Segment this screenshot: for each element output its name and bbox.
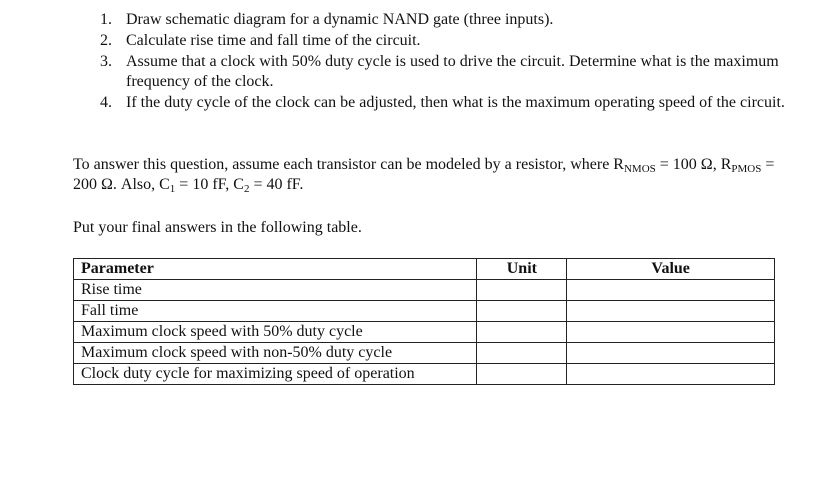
task-number: 1. <box>100 11 112 28</box>
value-cell[interactable] <box>567 301 775 322</box>
task-item <box>0 93 790 113</box>
assumption-paragraph <box>73 155 783 195</box>
c2-value: = 40 fF. <box>249 176 304 193</box>
c1-subscript: 1 <box>169 183 176 195</box>
value-cell[interactable] <box>567 280 775 301</box>
table-row <box>74 364 775 385</box>
instruction-text: Put your final answers in the following table. <box>73 219 362 236</box>
parameter-cell: Rise time <box>74 280 477 301</box>
table-row <box>74 280 775 301</box>
task-number: 4. <box>100 94 112 111</box>
parameter-cell: Fall time <box>74 301 477 322</box>
table-row <box>74 322 775 343</box>
assumption-intro: To answer this question, assume each transistor can be modeled by a resistor, where R <box>73 156 624 173</box>
answer-table <box>73 258 775 385</box>
task-item <box>0 10 790 30</box>
parameter-cell: Maximum clock speed with non-50% duty cycle <box>74 343 477 364</box>
task-text: Assume that a clock with 50% duty cycle is used to drive the circuit. Determine what is the maximum frequency of the clock. <box>126 53 779 90</box>
table-row <box>74 301 775 322</box>
header-value: Value <box>567 259 775 280</box>
table-row <box>74 343 775 364</box>
rpmos-value: = 200 Ω. Also, C <box>73 156 775 193</box>
unit-cell[interactable] <box>477 280 567 301</box>
parameter-cell: Clock duty cycle for maximizing speed of operation <box>74 364 477 385</box>
task-item <box>0 31 790 51</box>
task-item <box>0 52 790 92</box>
unit-cell[interactable] <box>477 322 567 343</box>
c1-value: = 10 fF, C <box>175 176 244 193</box>
c2-subscript: 2 <box>243 183 250 195</box>
header-unit: Unit <box>477 259 567 280</box>
value-cell[interactable] <box>567 343 775 364</box>
rnmos-subscript: NMOS <box>623 163 656 175</box>
task-list <box>0 10 790 114</box>
task-text: Calculate rise time and fall time of the circuit. <box>126 32 421 49</box>
table-header-row <box>74 259 775 280</box>
header-parameter: Parameter <box>74 259 477 280</box>
task-text: Draw schematic diagram for a dynamic NAND gate (three inputs). <box>126 11 554 28</box>
unit-cell[interactable] <box>477 364 567 385</box>
task-number: 2. <box>100 32 112 49</box>
rpmos-subscript: PMOS <box>731 163 762 175</box>
unit-cell[interactable] <box>477 343 567 364</box>
value-cell[interactable] <box>567 364 775 385</box>
task-number: 3. <box>100 53 112 70</box>
rnmos-value: = 100 Ω, R <box>655 156 732 173</box>
unit-cell[interactable] <box>477 301 567 322</box>
parameter-cell: Maximum clock speed with 50% duty cycle <box>74 322 477 343</box>
value-cell[interactable] <box>567 322 775 343</box>
task-text: If the duty cycle of the clock can be adjusted, then what is the maximum operating speed of the circuit. <box>126 94 785 111</box>
